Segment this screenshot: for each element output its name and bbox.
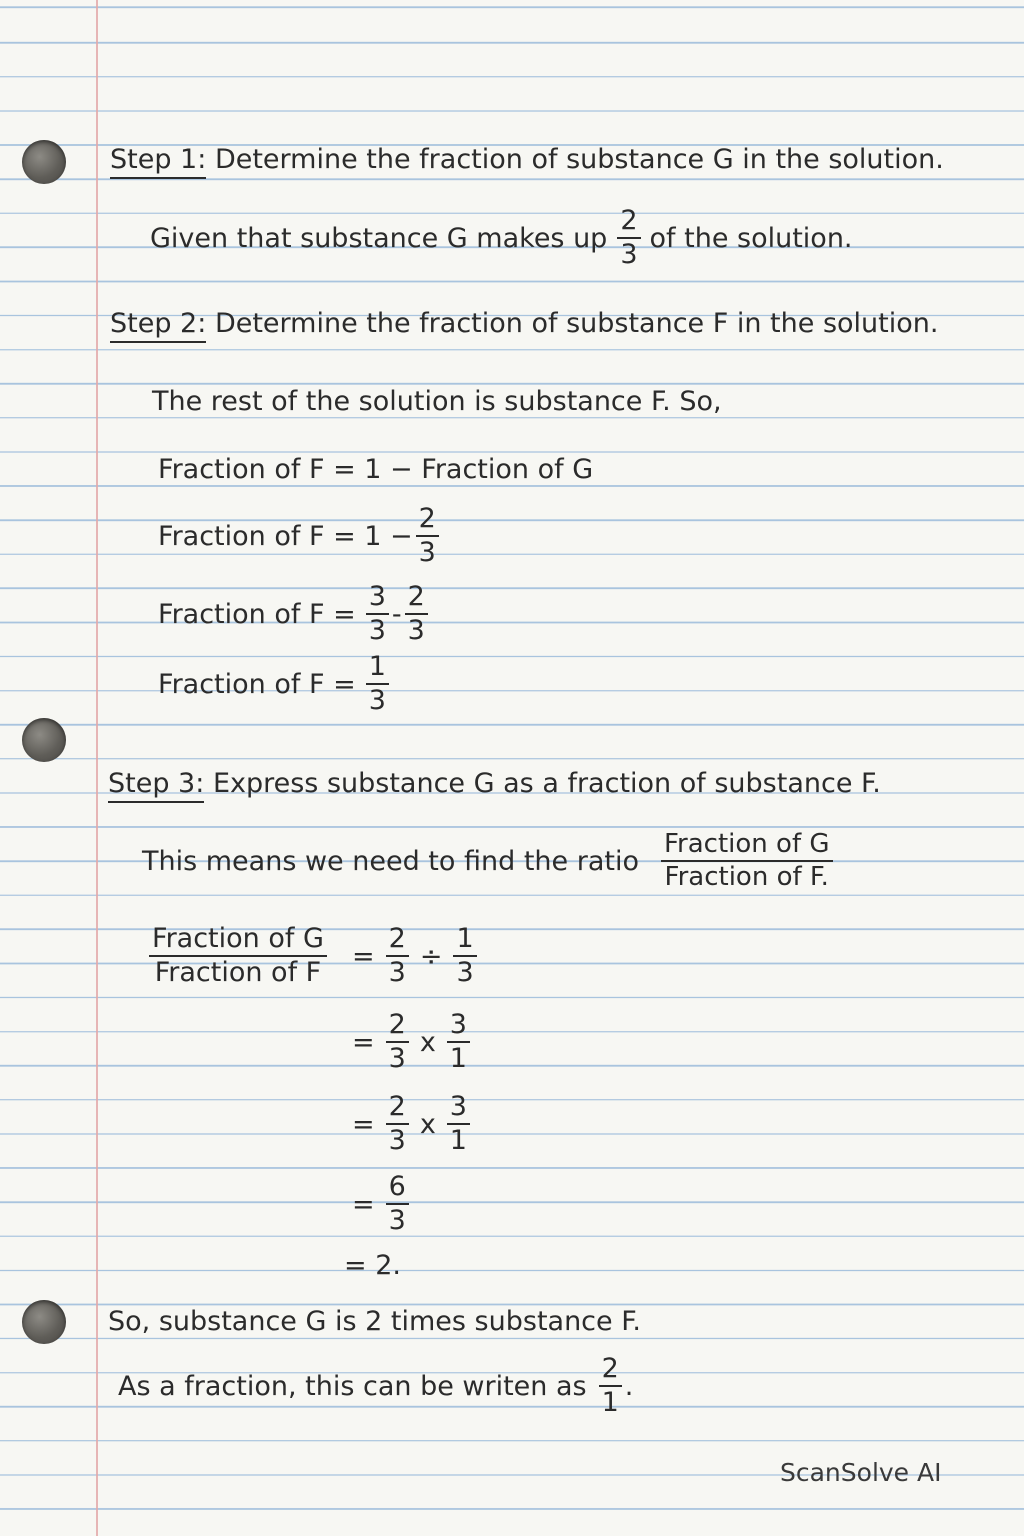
conclusion-fraction [599,1354,622,1418]
calc3-operator: x [419,1108,436,1140]
step2-line3 [158,582,431,646]
step1-title [110,144,944,175]
step1-label: Step 1: [110,144,206,179]
line2-numerator: 2 [416,504,439,537]
step2-line1: Fraction of F = 1 − Fraction of G [158,454,594,485]
ratio-fraction [661,830,833,892]
line2-lhs: Fraction of F = 1 − [158,520,413,552]
line3-numerator-b: 2 [405,582,428,615]
lhs-numerator: Fraction of G [149,924,327,957]
calc4-numerator: 6 [386,1172,409,1205]
calc1-numerator-a: 2 [386,924,409,957]
line3-denominator-b: 3 [407,615,425,647]
watermark: ScanSolve AI [780,1458,942,1487]
step1-given [150,206,853,270]
conclusion-text: As a fraction, this can be writen as [118,1370,587,1402]
line3-operator: - [391,598,402,630]
calc-row-2 [344,1010,473,1074]
line3-denominator-a: 3 [368,615,386,647]
line4-fraction [366,652,389,716]
punch-hole [22,718,66,762]
calc2-numerator-a: 2 [386,1010,409,1043]
calc3-fraction-a [386,1092,409,1156]
calc2-fraction-b [447,1010,470,1074]
margin-line [96,0,98,1536]
step2-title [110,308,938,339]
line3-numerator-a: 3 [366,582,389,615]
conclusion-line2 [118,1354,633,1418]
calc-row-4 [344,1172,412,1236]
step3-ratio-intro [142,830,836,892]
step3-lhs [146,924,330,988]
conclusion-period: . [624,1370,634,1402]
calc-row-1 [344,924,480,988]
conclusion-denominator: 1 [601,1387,619,1419]
calc3-fraction-b [447,1092,470,1156]
step3-heading: Express substance G as a fraction of substance F. [212,768,881,799]
calc1-denominator-a: 3 [388,957,406,989]
given-fraction [617,206,640,270]
calc3-denominator-a: 3 [388,1125,406,1157]
line2-denominator: 3 [418,537,436,569]
calc2-denominator-a: 3 [388,1043,406,1075]
step1-heading: Determine the fraction of substance G in the solution. [214,144,944,175]
step2-label: Step 2: [110,308,206,343]
calc2-denominator-b: 1 [449,1043,467,1075]
calc1-operator: ÷ [419,940,443,972]
calc1-fraction-a [386,924,409,988]
conclusion-numerator: 2 [599,1354,622,1387]
equals-sign: = [352,1026,375,1058]
equals-sign: = [352,1108,375,1140]
line3-fraction-a [366,582,389,646]
ratio-intro-text: This means we need to find the ratio [142,845,639,877]
punch-hole [22,140,66,184]
step2-heading: Determine the fraction of substance F in the solution. [214,308,939,339]
step2-line2 [158,504,442,568]
equals-sign: = [352,1188,375,1220]
calc-result: = 2. [344,1250,401,1281]
calc3-numerator-b: 3 [447,1092,470,1125]
lhs-fraction [149,924,327,988]
punch-hole [22,1300,66,1344]
lhs-denominator: Fraction of F [154,957,322,989]
line4-denominator: 3 [368,685,386,717]
calc2-operator: x [419,1026,436,1058]
calc1-fraction-b [453,924,476,988]
calc4-denominator: 3 [388,1205,406,1237]
line3-fraction-b [405,582,428,646]
calc2-fraction-a [386,1010,409,1074]
calc1-numerator-b: 1 [453,924,476,957]
step3-label: Step 3: [108,768,204,803]
calc-row-3 [344,1092,473,1156]
line4-lhs: Fraction of F = [158,668,356,700]
line4-numerator: 1 [366,652,389,685]
given-numerator: 2 [617,206,640,239]
calc4-fraction [386,1172,409,1236]
given-text: Given that substance G makes up [150,222,608,254]
line2-fraction [416,504,439,568]
calc3-denominator-b: 1 [449,1125,467,1157]
step3-title [108,768,881,799]
given-denominator: 3 [620,239,638,271]
step2-line4 [158,652,392,716]
line3-lhs: Fraction of F = [158,598,356,630]
conclusion-line1: So, substance G is 2 times substance F. [108,1306,641,1337]
step2-intro: The rest of the solution is substance F. So, [152,386,722,417]
ratio-denominator: Fraction of F. [664,862,829,893]
calc2-numerator-b: 3 [447,1010,470,1043]
equals-sign: = [352,940,375,972]
ratio-numerator: Fraction of G [661,830,833,862]
given-text-end: of the solution. [649,222,853,254]
calc3-numerator-a: 2 [386,1092,409,1125]
calc1-denominator-b: 3 [456,957,474,989]
